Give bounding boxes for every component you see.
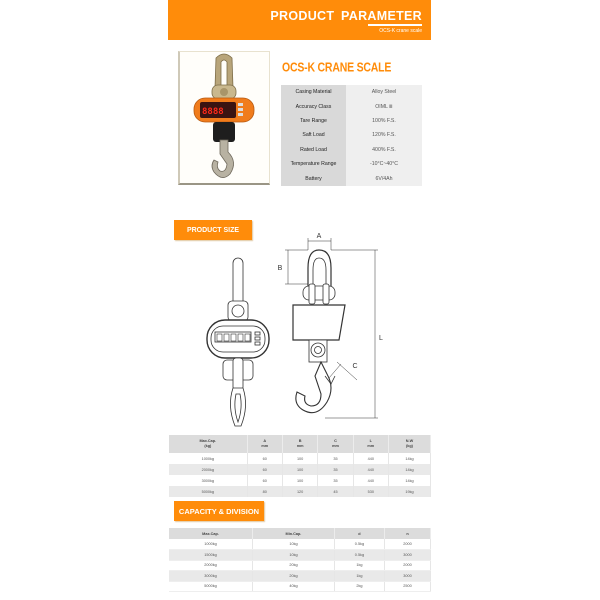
table-cell: 3000kg — [169, 571, 253, 582]
table-row — [169, 486, 431, 497]
table-row — [281, 114, 422, 128]
header-subtitle: OCS-K crane scale — [379, 28, 422, 34]
table-cell: 2000 — [384, 560, 430, 571]
table-cell: 14kg — [388, 464, 430, 475]
dimension-label-a: A — [316, 233, 322, 240]
table-cell: 14kg — [388, 453, 430, 464]
table-cell: 60 — [247, 475, 282, 486]
table-cell: 60 — [247, 453, 282, 464]
column-header: A mm — [247, 435, 282, 453]
table-row — [169, 550, 431, 561]
table-cell: 3000kg — [169, 475, 247, 486]
table-cell: 440 — [353, 475, 388, 486]
param-label: Rated Load — [281, 143, 346, 157]
table-cell: 35 — [318, 475, 353, 486]
table-cell: 1kg — [334, 560, 384, 571]
table-cell: 10kg — [253, 539, 335, 550]
table-cell: 2500 — [384, 581, 430, 592]
table-cell: 3000 — [384, 571, 430, 582]
product-parameter-header — [168, 0, 431, 40]
column-header: Max.Cap. — [169, 528, 253, 539]
table-row — [169, 571, 431, 582]
table-cell: 2000kg — [169, 464, 247, 475]
param-label: Accuracy Class — [281, 99, 346, 113]
column-header: Min.Cap. — [253, 528, 335, 539]
table-row — [169, 539, 431, 550]
table-cell: 2kg — [334, 581, 384, 592]
capacity-table — [169, 528, 431, 592]
table-row — [169, 560, 431, 571]
column-header: n — [384, 528, 430, 539]
table-cell: 14kg — [388, 475, 430, 486]
table-cell: 530 — [353, 486, 388, 497]
table-row — [281, 85, 422, 99]
param-value: 6V/4Ah — [346, 171, 422, 185]
header-divider — [368, 24, 422, 26]
table-header-row — [169, 528, 431, 539]
column-header: L mm — [353, 435, 388, 453]
table-cell: 0.5kg — [334, 539, 384, 550]
param-value: 100% F.S. — [346, 114, 422, 128]
table-row — [169, 475, 431, 486]
table-row — [281, 157, 422, 171]
table-cell: 20kg — [253, 560, 335, 571]
table-cell: 5000kg — [169, 581, 253, 592]
table-cell: 80 — [247, 486, 282, 497]
header-title: PRODUCT PARAMETER — [270, 9, 422, 23]
table-row — [281, 99, 422, 113]
table-row — [169, 581, 431, 592]
table-row — [281, 143, 422, 157]
table-cell: 5000kg — [169, 486, 247, 497]
table-cell: 35 — [318, 464, 353, 475]
column-header: Max.Cap. (kg) — [169, 435, 247, 453]
table-cell: 19kg — [388, 486, 430, 497]
table-cell: 1500kg — [169, 550, 253, 561]
svg-text:8888: 8888 — [202, 107, 224, 117]
param-value: Alloy Steel — [346, 85, 422, 99]
table-cell: 1000kg — [169, 453, 247, 464]
table-cell: 0.5kg — [334, 550, 384, 561]
dimension-label-b: B — [277, 265, 283, 272]
size-table — [169, 435, 431, 497]
param-value: 120% F.S. — [346, 128, 422, 142]
crane-scale-drawing — [195, 228, 395, 428]
table-cell: 2000 — [384, 539, 430, 550]
model-title: OCS-K CRANE SCALE — [282, 60, 392, 75]
table-cell: 3000 — [384, 550, 430, 561]
table-row — [169, 453, 431, 464]
table-cell: 2000kg — [169, 560, 253, 571]
table-header-row — [169, 435, 431, 453]
param-value: 400% F.S. — [346, 143, 422, 157]
table-cell: 440 — [353, 464, 388, 475]
param-label: Tare Range — [281, 114, 346, 128]
dimension-label-l: L — [379, 335, 383, 342]
table-row — [169, 464, 431, 475]
param-value: -10°C~40°C — [346, 157, 422, 171]
table-cell: 10kg — [253, 550, 335, 561]
table-cell: 60 — [247, 464, 282, 475]
product-photo — [178, 51, 270, 185]
table-row — [281, 128, 422, 142]
side-view-drawing — [285, 238, 378, 418]
table-cell: 40kg — [253, 581, 335, 592]
param-label: Temperature Range — [281, 157, 346, 171]
param-value: OIML Ⅲ — [346, 99, 422, 113]
column-header: N.W (kg) — [388, 435, 430, 453]
table-cell: 100 — [282, 453, 317, 464]
capacity-division-badge: CAPACITY & DIVISION — [174, 501, 264, 521]
table-cell: 440 — [353, 453, 388, 464]
front-view-drawing — [207, 258, 269, 426]
table-cell: 1000kg — [169, 539, 253, 550]
param-label: Casing Material — [281, 85, 346, 99]
table-cell: 100 — [282, 475, 317, 486]
table-cell: 1kg — [334, 571, 384, 582]
crane-scale-image — [180, 52, 268, 182]
table-row — [281, 171, 422, 185]
param-label: Saft Load — [281, 128, 346, 142]
column-header: C mm — [318, 435, 353, 453]
table-cell: 45 — [318, 486, 353, 497]
table-cell: 35 — [318, 453, 353, 464]
column-header: d — [334, 528, 384, 539]
table-cell: 100 — [282, 464, 317, 475]
table-cell: 20kg — [253, 571, 335, 582]
parameter-table — [281, 85, 422, 186]
product-size-badge: PRODUCT SIZE — [174, 220, 252, 240]
table-cell: 120 — [282, 486, 317, 497]
param-label: Battery — [281, 171, 346, 185]
dimension-diagram — [195, 228, 395, 428]
dimension-label-c: C — [352, 363, 358, 370]
column-header: B mm — [282, 435, 317, 453]
